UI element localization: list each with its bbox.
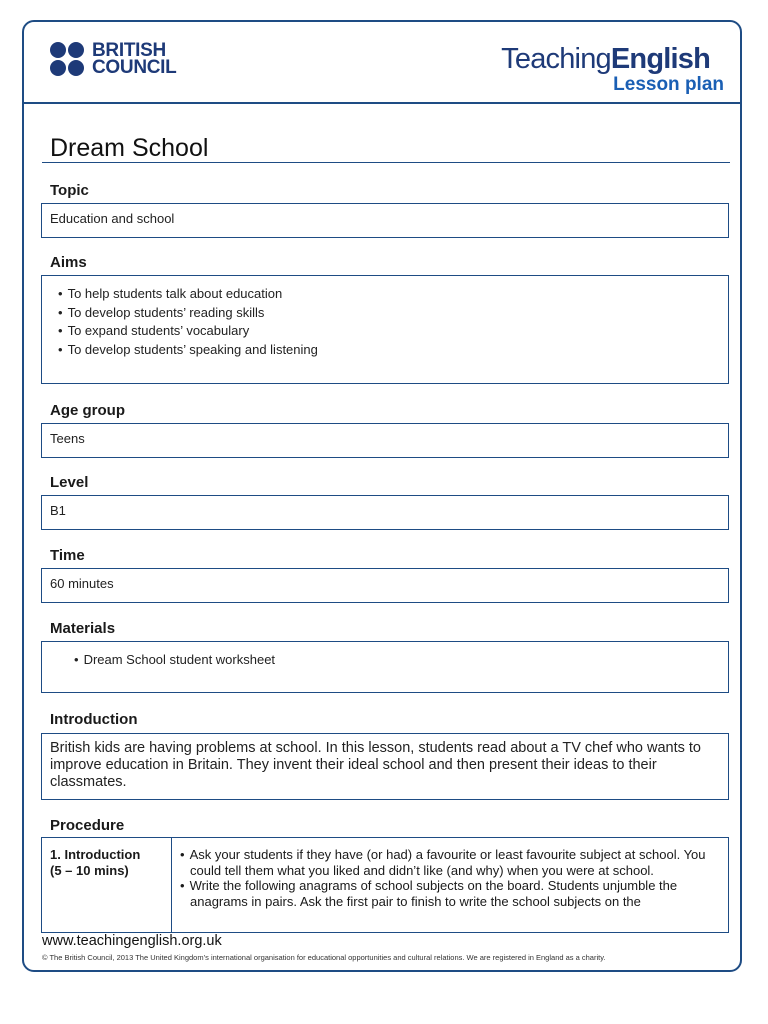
time-box: [41, 568, 729, 603]
te-logo-bold: English: [610, 43, 710, 75]
list-item: • Dream School student worksheet: [74, 651, 728, 670]
time-label: Time: [50, 547, 85, 564]
teaching-english-wordmark: [501, 44, 710, 74]
procedure-step-cell: [42, 838, 172, 932]
procedure-step-title: 1. Introduction: [50, 847, 141, 862]
procedure-step-time: (5 – 10 mins): [50, 863, 129, 878]
aims-label: Aims: [50, 254, 87, 271]
age-group-box: [41, 423, 729, 458]
level-value: B1: [50, 503, 66, 518]
level-box: [41, 495, 729, 530]
list-item: • Write the following anagrams of school subjects on the board. Students unjumble the anagrams in pairs. Ask the first pair to finish to write the school subjects on the: [178, 878, 722, 909]
teaching-english-logo: [501, 43, 724, 96]
list-item: • To develop students’ reading skills: [58, 304, 728, 323]
topic-label: Topic: [50, 182, 89, 199]
page-title: Dream School: [50, 134, 209, 162]
list-item: • To help students talk about education: [58, 285, 728, 304]
aims-box: [41, 275, 729, 384]
materials-list: [42, 642, 728, 670]
bc-logo-line2: COUNCIL: [92, 57, 177, 78]
aims-list: [42, 276, 728, 359]
british-council-dots-icon: [50, 42, 84, 76]
bc-logo-line1: BRITISH: [92, 40, 166, 61]
procedure-content-cell: [172, 838, 728, 932]
procedure-list: [178, 847, 722, 909]
materials-label: Materials: [50, 620, 116, 637]
copyright-notice: © The British Council, 2013 The United Kingdom’s international organisation for educational opportunities and cultural relations. We are registered in England as a charity.: [42, 953, 606, 962]
topic-value: Education and school: [50, 211, 175, 226]
header-divider: [22, 102, 742, 104]
topic-box: [41, 203, 729, 238]
te-logo-light: Teaching: [501, 43, 611, 75]
list-item: • To expand students’ vocabulary: [58, 322, 728, 341]
time-value: 60 minutes: [50, 576, 114, 591]
procedure-table: [41, 837, 729, 933]
age-group-label: Age group: [50, 402, 125, 419]
title-divider: [42, 162, 730, 163]
level-label: Level: [50, 474, 89, 491]
lesson-plan-subtitle: Lesson plan: [613, 74, 724, 95]
british-council-logo: [50, 42, 176, 76]
procedure-label: Procedure: [50, 817, 125, 834]
website-link[interactable]: www.teachingenglish.org.uk: [42, 933, 222, 949]
list-item: • To develop students’ speaking and listening: [58, 341, 728, 360]
materials-box: [41, 641, 729, 693]
introduction-text: British kids are having problems at school. In this lesson, students read about a TV chef who wants to improve education in Britain. They invent their ideal school and then present their ideas to their classmates.: [50, 740, 701, 790]
list-item: • Ask your students if they have (or had) a favourite or least favourite subject at school. You could tell them what you liked and didn’t like (and why) when you were at school.: [178, 847, 722, 878]
introduction-box: [41, 733, 729, 800]
age-group-value: Teens: [50, 431, 85, 446]
british-council-wordmark: [92, 42, 176, 76]
introduction-label: Introduction: [50, 711, 138, 728]
